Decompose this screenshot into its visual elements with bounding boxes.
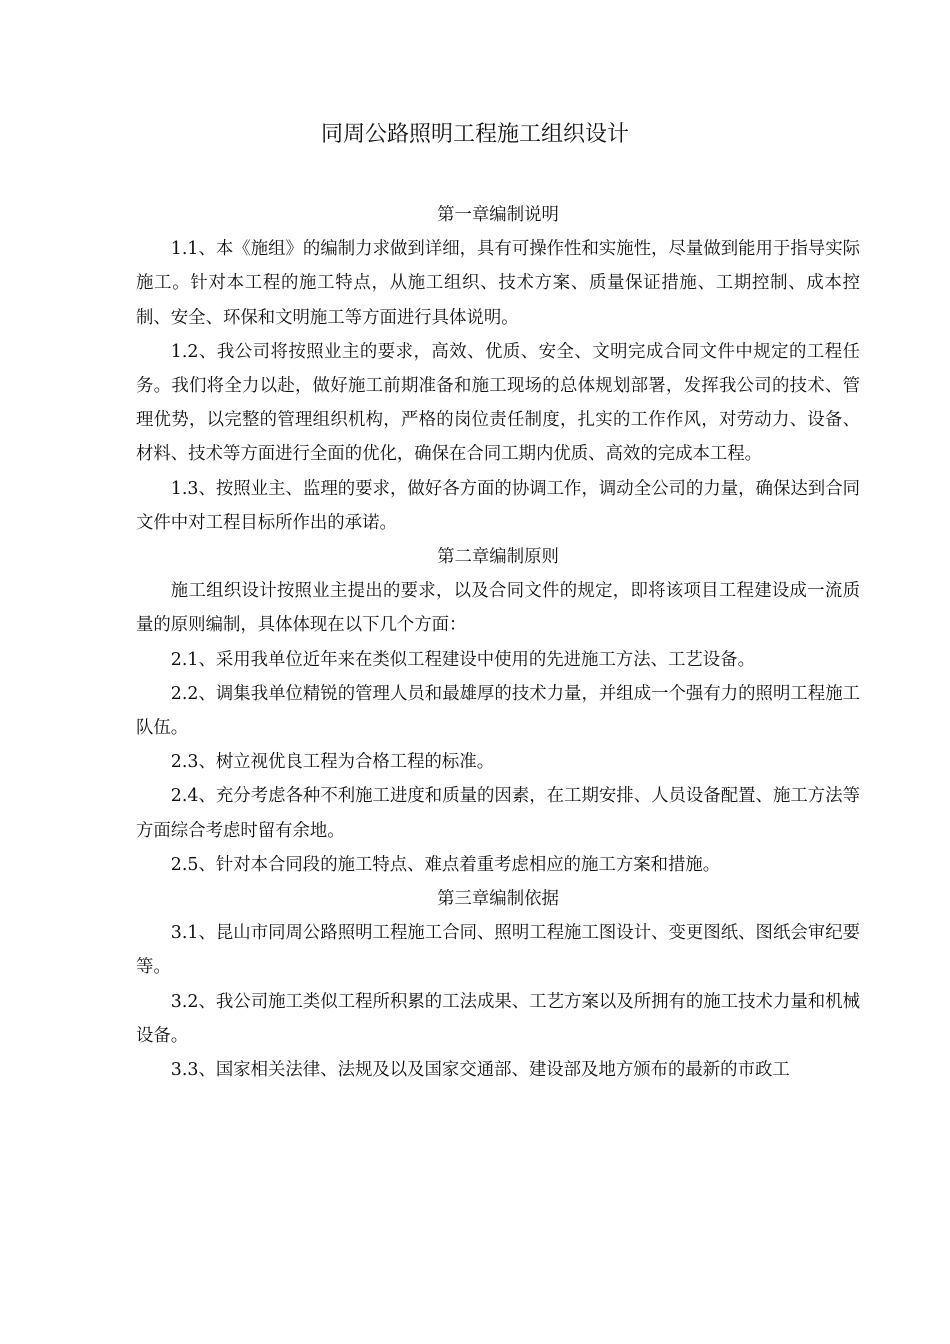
paragraph-1-1: 1.1、本《施组》的编制力求做到详细，具有可操作性和实施性，尽量做到能用于指导实际施工。针对本工程的施工特点，从施工组织、技术方案、质量保证措施、工期控制、成本控制、安全、环保和文明施工等方面进行具体说明。 bbox=[136, 239, 860, 328]
paragraph-1-2: 1.2、我公司将按照业主的要求，高效、优质、安全、文明完成合同文件中规定的工程任务。我们将全力以赴，做好施工前期准备和施工现场的总体规划部署，发挥我公司的技术、管理优势，以完整的管理组织机构，严格的岗位责任制度，扎实的工作作风，对劳动力、设备、材料、技术等方面进行全面的优化，确保在合同工期内优质、高效的完成本工程。 bbox=[136, 341, 860, 465]
paragraph-2-4: 2.4、充分考虑各种不利施工进度和质量的因素，在工期安排、人员设备配置、施工方法等方面综合考虑时留有余地。 bbox=[136, 786, 860, 841]
paragraph-3-1: 3.1、昆山市同周公路照明工程施工合同、照明工程施工图设计、变更图纸、图纸会审纪要等。 bbox=[136, 923, 860, 978]
document-title: 同周公路照明工程施工组织设计 bbox=[320, 122, 629, 147]
paragraph-3-2: 3.2、我公司施工类似工程所积累的工法成果、工艺方案以及所拥有的施工技术力量和机械设备。 bbox=[136, 991, 860, 1046]
chapter-2-heading: 第二章编制原则 bbox=[437, 547, 559, 568]
chapter-1-heading: 第一章编制说明 bbox=[437, 205, 559, 225]
paragraph-3-3: 3.3、国家相关法律、法规及以及国家交通部、建设部及地方颁布的最新的市政工 bbox=[170, 1060, 790, 1081]
chapter-3-heading: 第三章编制依据 bbox=[437, 889, 559, 910]
paragraph-2-1: 2.1、采用我单位近年来在类似工程建设中使用的先进施工方法、工艺设备。 bbox=[170, 649, 755, 670]
paragraph-2-intro: 施工组织设计按照业主提出的要求，以及合同文件的规定，即将该项目工程建设成一流质量的原则编制，具体体现在以下几个方面： bbox=[136, 581, 860, 636]
paragraph-2-5: 2.5、针对本合同段的施工特点、难点着重考虑相应的施工方案和措施。 bbox=[170, 854, 721, 875]
document-body bbox=[136, 198, 860, 1087]
paragraph-2-2: 2.2、调集我单位精锐的管理人员和最雄厚的技术力量，并组成一个强有力的照明工程施工队伍。 bbox=[136, 683, 860, 739]
paragraph-2-3: 2.3、树立视优良工程为合格工程的标准。 bbox=[170, 752, 495, 773]
paragraph-1-3: 1.3、按照业主、监理的要求，做好各方面的协调工作，调动全公司的力量，确保达到合同文件中对工程目标所作出的承诺。 bbox=[136, 478, 860, 533]
